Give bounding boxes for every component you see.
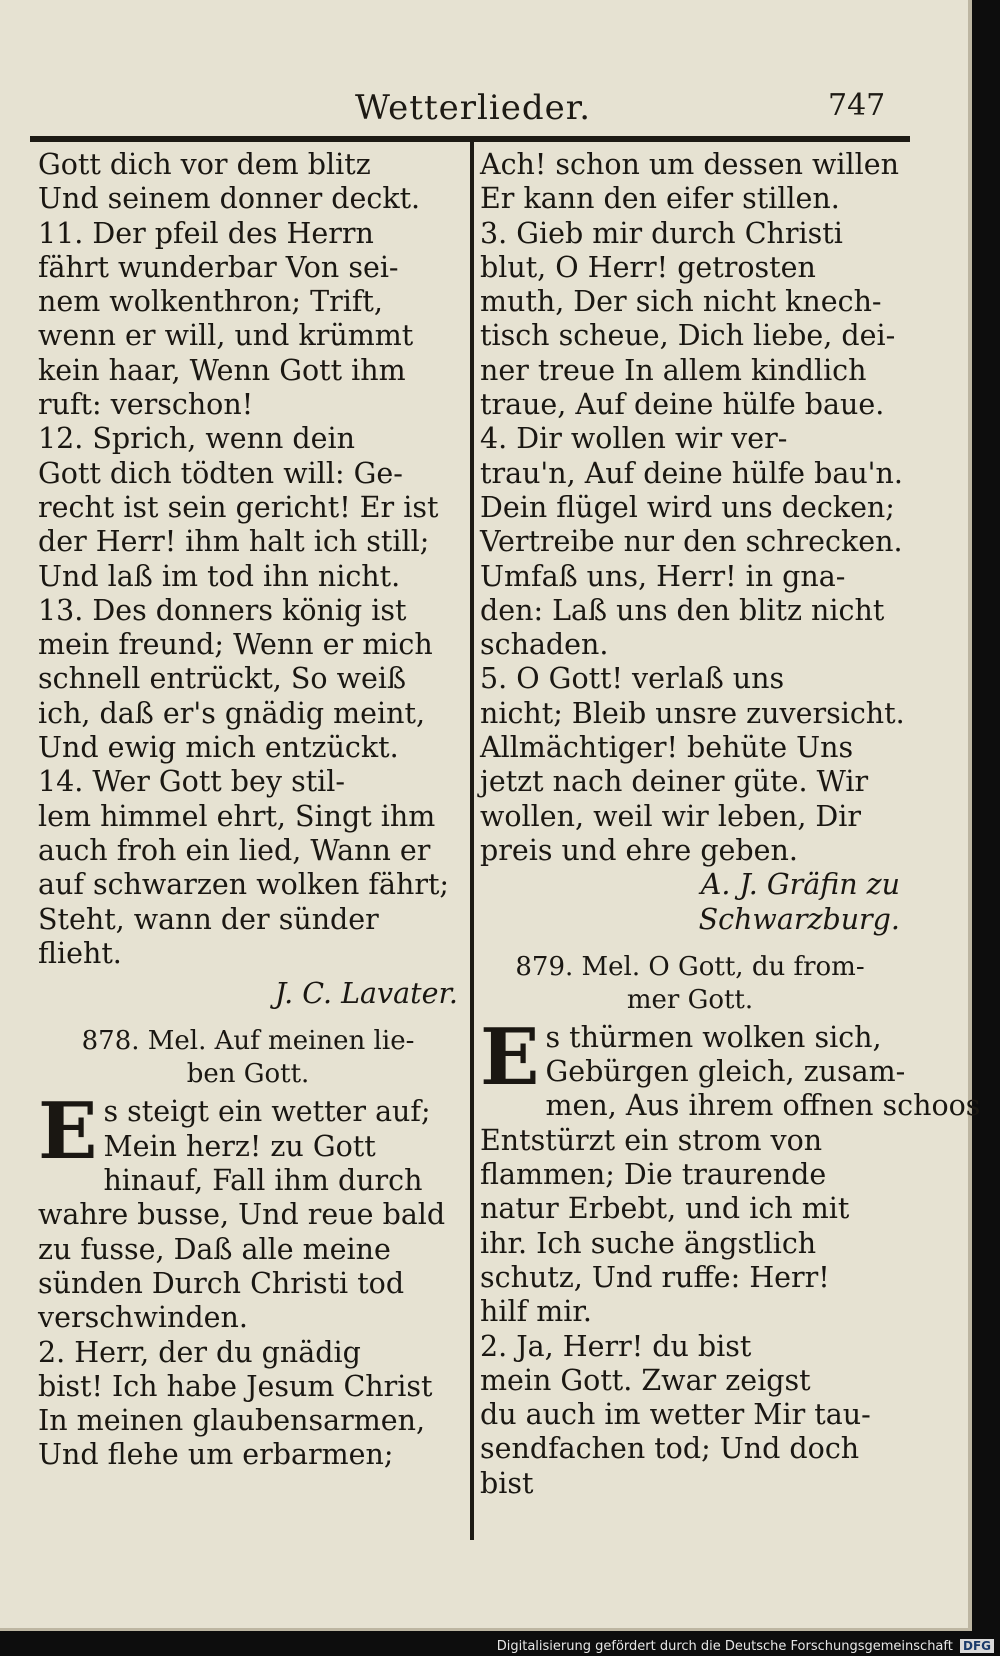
text-line: Gebürgen gleich, zusam- — [545, 1055, 906, 1089]
text-line: wollen, weil wir leben, Dir — [480, 799, 862, 833]
text-line: preis und ehre geben. — [480, 833, 798, 867]
text-line: Und flehe um erbarmen; — [38, 1438, 394, 1472]
text-line: nicht; Bleib unsre zuversicht. — [480, 696, 905, 730]
page-number: 747 — [828, 88, 886, 123]
text-line: 4. Dir wollen wir ver- — [480, 422, 788, 456]
author-line: Schwarzburg. — [698, 902, 900, 936]
text-line: 3. Gieb mir durch Christi — [480, 216, 843, 250]
text-line: Vertreibe nur den schrecken. — [480, 525, 903, 559]
text-line: auch froh ein lied, Wann er — [38, 833, 431, 867]
author-graefin — [480, 868, 900, 937]
text-line: 2. Herr, der du gnädig — [38, 1335, 361, 1369]
hymn-879-heading — [480, 951, 900, 1017]
left-text-block — [38, 148, 458, 971]
text-line: traue, Auf deine hülfe baue. — [480, 388, 885, 422]
text-line: 2. Ja, Herr! du bist — [480, 1329, 752, 1363]
text-line: 5. O Gott! verlaß uns — [480, 662, 785, 696]
text-line: Entstürzt ein strom von — [480, 1123, 823, 1157]
text-line: Er kann den eifer stillen. — [480, 182, 840, 216]
text-line: der Herr! ihm halt ich still; — [38, 525, 430, 559]
text-line: Allmächtiger! behüte Uns — [480, 731, 854, 765]
text-line: Mein herz! zu Gott — [103, 1129, 376, 1163]
text-line: ich, daß er's gnädig meint, — [38, 696, 426, 730]
text-line: muth, Der sich nicht knech- — [480, 285, 882, 319]
text-line: bist — [480, 1466, 534, 1500]
text-line: mein freund; Wenn er mich — [38, 628, 433, 662]
text-line: nem wolkenthron; Trift, — [38, 285, 383, 319]
text-line: schaden. — [480, 628, 609, 662]
text-line: ihr. Ich suche ängstlich — [480, 1226, 817, 1260]
text-line: sünden Durch Christi tod — [38, 1266, 405, 1300]
heading-line: ben Gott. — [186, 1059, 310, 1090]
text-line: natur Erbebt, und ich mit — [480, 1192, 850, 1226]
text-line: kein haar, Wenn Gott ihm — [38, 353, 406, 387]
text-line: verschwinden. — [38, 1301, 248, 1335]
text-line: 14. Wer Gott bey stil- — [38, 765, 346, 799]
text-line: schnell entrückt, So weiß — [38, 662, 407, 696]
running-head: Wetterlieder. — [355, 88, 592, 128]
text-line: den: Laß uns den blitz nicht — [480, 593, 885, 627]
text-line: tisch scheue, Dich liebe, dei- — [480, 319, 896, 353]
text-line: s thürmen wolken sich, — [545, 1020, 882, 1054]
text-line: jetzt nach deiner güte. Wir — [480, 765, 869, 799]
text-line: lem himmel ehrt, Singt ihm — [38, 799, 436, 833]
dfg-logo: DFG — [960, 1639, 994, 1653]
text-line: Und ewig mich entzückt. — [38, 731, 399, 765]
text-line: Gott dich vor dem blitz — [38, 148, 371, 181]
right-text-block — [480, 148, 905, 868]
text-line: du auch im wetter Mir tau- — [480, 1398, 871, 1432]
hymn-879 — [480, 951, 981, 1501]
left-column — [38, 148, 458, 1473]
heading-line: mer Gott. — [626, 984, 754, 1015]
hymn-878-body — [38, 1086, 458, 1472]
author-lavater: J. C. Lavater. — [274, 977, 458, 1011]
text-line: ruft: verschon! — [38, 388, 254, 422]
text-line: hinauf, Fall ihm durch — [103, 1164, 423, 1198]
text-line: s steigt ein wetter auf; — [103, 1095, 431, 1129]
text-line: Steht, wann der sünder — [38, 902, 379, 936]
text-line: 13. Des donners könig ist — [38, 593, 407, 627]
text-line: flieht. — [38, 936, 122, 970]
column-divider — [470, 140, 474, 1540]
text-line: bist! Ich habe Jesum Christ — [38, 1369, 433, 1403]
text-line: 11. Der pfeil des Herrn — [38, 216, 374, 250]
text-line: trau'n, Auf deine hülfe bau'n. — [480, 456, 903, 490]
text-line: In meinen glaubensarmen, — [38, 1404, 426, 1438]
text-line: auf schwarzen wolken fährt; — [38, 868, 449, 902]
text-line: mein Gott. Zwar zeigst — [480, 1363, 811, 1397]
drop-cap: E — [480, 1011, 540, 1103]
text-line: flammen; Die traurende — [480, 1158, 827, 1192]
hymn-879-body — [480, 1011, 981, 1501]
heading-line: 879. Mel. O Gott, du from- — [515, 951, 865, 982]
text-line: blut, O Herr! getrosten — [480, 250, 816, 284]
text-line: wahre busse, Und reue bald — [38, 1198, 446, 1232]
text-line: schutz, Und ruffe: Herr! — [480, 1260, 830, 1294]
drop-cap: E — [38, 1086, 98, 1178]
text-line: Und seinem donner deckt. — [38, 182, 421, 216]
text-line: Gott dich tödten will: Ge- — [38, 456, 403, 490]
text-line: Umfaß uns, Herr! in gna- — [480, 559, 846, 593]
right-column — [480, 148, 981, 1501]
hymn-878-heading — [38, 1025, 458, 1091]
text-line: ner treue In allem kindlich — [480, 353, 867, 387]
footer-credit — [497, 1639, 994, 1654]
text-line: men, Aus ihrem offnen schoos — [545, 1089, 981, 1123]
text-line: sendfachen tod; Und doch — [480, 1432, 860, 1466]
text-line: zu fusse, Daß alle meine — [38, 1232, 391, 1266]
text-line: wenn er will, und krümmt — [38, 319, 414, 353]
text-line: Dein flügel wird uns decken; — [480, 490, 895, 524]
text-line: recht ist sein gericht! Er ist — [38, 490, 439, 524]
hymn-878 — [38, 1025, 458, 1472]
text-line: Und laß im tod ihn nicht. — [38, 559, 401, 593]
text-line: 12. Sprich, wenn dein — [38, 422, 355, 456]
author-line: A. J. Gräfin zu — [700, 868, 900, 902]
text-line: hilf mir. — [480, 1295, 592, 1329]
footer-text: Digitalisierung gefördert durch die Deutsche Forschungsgemeinschaft — [496, 1639, 953, 1654]
text-line: fährt wunderbar Von sei- — [38, 250, 399, 284]
text-line: Ach! schon um dessen willen — [480, 148, 899, 181]
heading-line: 878. Mel. Auf meinen lie- — [81, 1026, 415, 1057]
